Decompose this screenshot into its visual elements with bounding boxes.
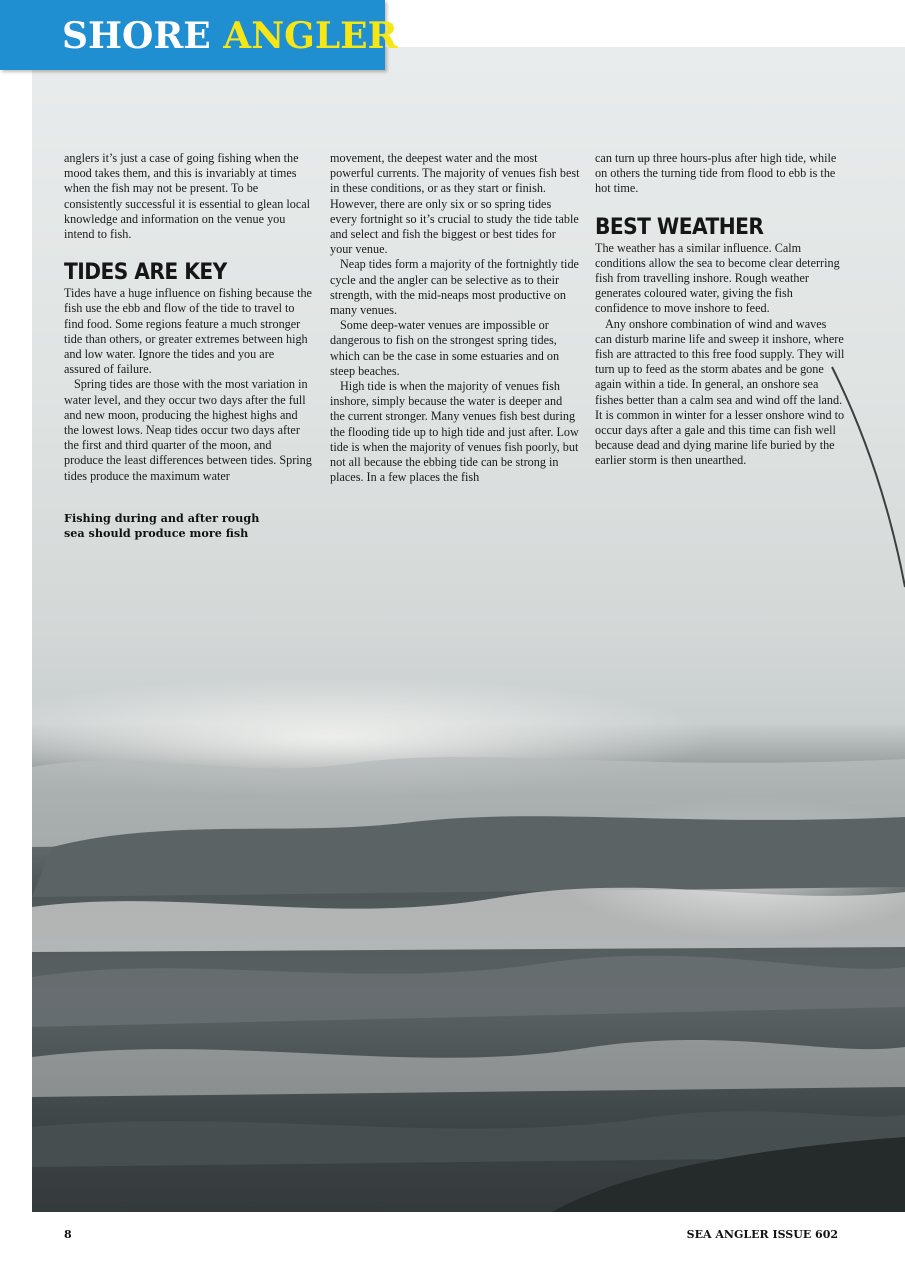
masthead [0,0,398,70]
body-paragraph: anglers it’s just a case of going fishing when the mood takes them, and this is invariably at times when the fish may not be present. To be consistently successful it is essential to glean local knowledge and information on the venue you intend to fish. [64,151,311,242]
body-paragraph: The weather has a similar influence. Calm conditions allow the sea to become clear deterring fish from travelling inshore. Rough weather generates coloured water, giving the fish confidence to move inshore to feed. [595,240,840,316]
section-title-word-shore: SHORE [62,15,211,57]
body-paragraph: Tides have a huge influence on fishing because the fish use the ebb and flow of the tide to travel to find food. Some regions feature a much stronger tide than others, or greater extremes between high and low water. Ignore the tides and you are assured of failure. [64,286,312,377]
article-column-1 [64,151,312,484]
article-column-2 [330,151,580,485]
footer-magazine-issue: SEA ANGLER ISSUE 602 [686,1228,838,1241]
body-paragraph: High tide is when the majority of venues fish inshore, simply because the water is deeper and the current stronger. Many venues fish best during the flooding tide up to high tide and just after. Low tide is when the majority of venues fish poorly, but not all because the ebbing tide can be strong in places. In a few places the fish [330,379,579,485]
body-paragraph: Neap tides form a majority of the fortnightly tide cycle and the angler can be selective as to their strength, with the mid-neaps most productive on many venues. [330,257,579,318]
article-column-3 [595,151,845,469]
body-paragraph: Any onshore combination of wind and waves can disturb marine life and sweep it inshore, where fish are attracted to this free food supply. They will turn up to feed as the storm abates and be gone again within a tide. In general, an onshore sea fishes better than a calm sea and wind off the land. It is common in winter for a lesser onshore wind to occur days after a gale and this time can fish well because dead and dying marine life buried by the earlier storm is then unearthed. [595,316,845,468]
body-paragraph: movement, the deepest water and the most powerful currents. The majority of venues fish best in these conditions, or as they start or finish. However, there are only six or so spring tides every fortnight so it’s crucial to study the tide table and select and fish the biggest or best tides for your venue. [330,151,580,257]
subheading-tides-are-key: TIDES ARE KEY [64,260,227,286]
section-title-word-angler: ANGLER [223,15,398,57]
body-paragraph: can turn up three hours-plus after high tide, while on others the turning tide from flood to ebb is the hot time. [595,151,837,196]
section-title [62,14,398,58]
photo-caption: Fishing during and after rough sea should produce more fish [64,511,260,540]
body-paragraph: Some deep-water venues are impossible or dangerous to fish on the strongest spring tides, which can be the case in some estuaries and on steep beaches. [330,318,560,378]
subheading-best-weather: BEST WEATHER [595,214,764,240]
page-number: 8 [64,1228,72,1241]
body-paragraph: Spring tides are those with the most variation in water level, and they occur two days after the full and new moon, producing the highest highs and the lowest lows. Neap tides occur two days after the first and third quarter of the moon, and produce the least differences between tides. Spring tides produce the maximum water [64,377,312,483]
